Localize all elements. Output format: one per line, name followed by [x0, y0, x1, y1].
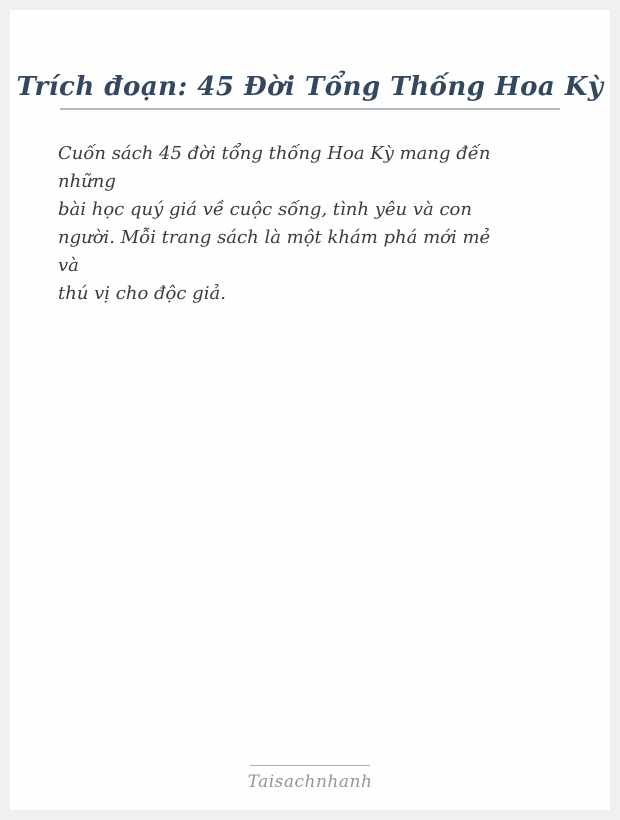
- page-title: Trích đoạn: 45 Đời Tổng Thống Hoa Kỳ: [16, 72, 604, 102]
- excerpt-paragraph: [58, 140, 528, 308]
- footer-divider: [250, 765, 370, 766]
- document-card: [10, 10, 610, 810]
- excerpt-line: và: [58, 255, 79, 276]
- excerpt-line: những: [58, 171, 116, 192]
- excerpt-line: người. Mỗi trang sách là một khám phá mới mẻ: [58, 227, 491, 248]
- excerpt-line: bài học quý giá về cuộc sống, tình yêu và con: [58, 199, 472, 220]
- title-divider: [60, 108, 560, 110]
- footer-brand: Taisachnhanh: [247, 772, 373, 792]
- page-footer: [10, 765, 610, 792]
- excerpt-line: thú vị cho độc giả.: [58, 283, 226, 304]
- excerpt-line: Cuốn sách 45 đời tổng thống Hoa Kỳ mang đến: [58, 143, 491, 164]
